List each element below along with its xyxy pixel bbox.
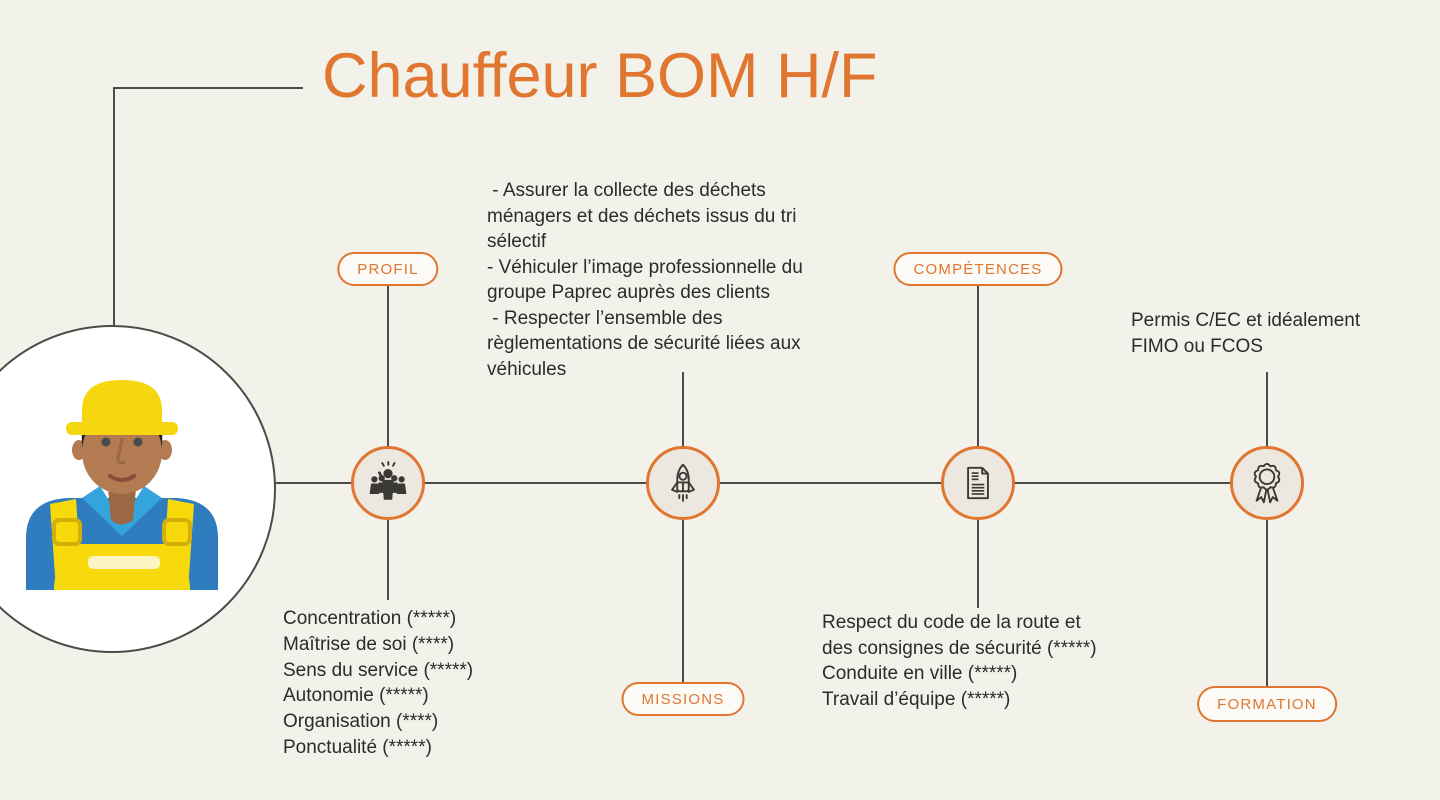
missions-connector-top <box>682 372 684 446</box>
missions-connector-bottom <box>682 520 684 683</box>
page-title: Chauffeur BOM H/F <box>322 41 878 111</box>
missions-text: - Assurer la collecte des déchets ménagers et des déchets issus du tri sélectif - Véhiculer l’image professionnelle du groupe Paprec auprès des clients - Respecter l’ensemble des règlementations de sécurité liées aux véhicules <box>487 180 803 380</box>
competences-node <box>941 446 1015 520</box>
construction-worker-illustration <box>22 370 222 590</box>
team-leader-icon <box>365 460 411 506</box>
missions-badge: MISSIONS <box>622 682 745 716</box>
formation-node <box>1230 446 1304 520</box>
profil-node <box>351 446 425 520</box>
formation-connector-top <box>1266 372 1268 446</box>
formation-connector-bottom <box>1266 520 1268 687</box>
missions-node <box>646 446 720 520</box>
formation-text: Permis C/EC et idéalement FIMO ou FCOS <box>1131 310 1361 357</box>
title-connector-horizontal <box>113 87 303 89</box>
document-icon <box>955 460 1001 506</box>
competences-connector-top <box>977 286 979 446</box>
title-connector-vertical <box>113 87 115 327</box>
competences-connector-bottom <box>977 520 979 608</box>
competences-list: Respect du code de la route et des consignes de sécurité (*****) Conduite en ville (*****) Travail d’équipe (*****) <box>822 612 1097 710</box>
competences-badge: COMPÉTENCES <box>893 252 1062 286</box>
profil-trait-list: Concentration (*****) Maîtrise de soi (****) Sens du service (*****) Autonomie (*****) Organisation (****) Ponctualité (*****) <box>283 608 474 758</box>
profil-connector-top <box>387 286 389 446</box>
rocket-icon <box>660 460 706 506</box>
profil-badge: PROFIL <box>337 252 438 286</box>
avatar <box>0 325 276 653</box>
award-ribbon-icon <box>1244 460 1290 506</box>
formation-badge: FORMATION <box>1197 686 1337 722</box>
profil-connector-bottom <box>387 520 389 600</box>
